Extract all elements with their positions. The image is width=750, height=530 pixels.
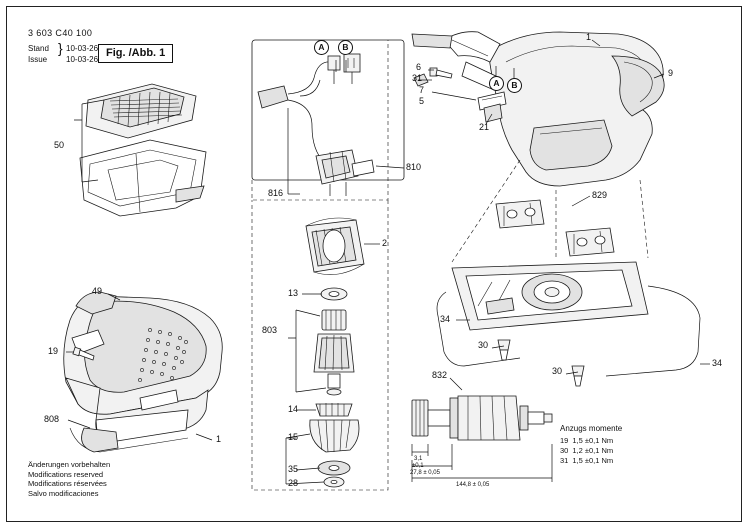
callout-5: 5 [419,96,425,106]
issue-label: Issue [28,55,48,64]
callout-19: 19 [48,346,59,356]
callout-21: 21 [479,122,490,132]
callout-31: 31 [412,73,423,83]
callout-15: 15 [288,432,299,442]
callout-49: 49 [92,286,103,296]
stand-label: Stand [28,44,49,53]
callout-50: 50 [54,140,65,150]
motor-housing-assembly [412,32,664,186]
callout-829: 829 [592,190,608,200]
marker-a-1: A [314,40,329,55]
torque-pos: 31 [560,456,569,465]
header-brace: } [58,40,63,56]
stand-date: 10-03-26 [66,44,99,53]
torque-value: 1,5 ±0,1 Nm [572,436,614,445]
torque-value: 1,2 ±0,1 Nm [572,446,614,455]
dimension-3-1: 3,1 [414,456,423,462]
callout-34-left: 34 [440,314,451,324]
marker-b-1: B [338,40,353,55]
torque-pos: 19 [560,436,569,445]
issue-date: 10-03-26 [66,55,99,64]
callout-816: 816 [268,188,284,198]
footer-line-es: Salvo modificaciones [28,488,99,498]
armature-assembly [310,288,359,487]
callout-9: 9 [668,68,674,78]
callout-14: 14 [288,404,299,414]
callout-28: 28 [288,478,299,488]
callout-832: 832 [432,370,448,380]
torque-table-title: Anzugs momente [560,424,623,433]
callout-808: 808 [44,414,60,424]
base-plate-assembly [437,200,700,386]
switch-cable-assembly [252,40,404,196]
footer-line-en: Modifications reserved [28,469,104,479]
dust-box-assembly [80,84,206,216]
callout-1-sander: 1 [216,434,222,444]
marker-a-2: A [489,76,504,91]
stator-field-part [306,218,364,275]
callout-2-stator: 2 [382,238,388,248]
callout-7: 7 [419,85,425,95]
footer-line-de: Änderungen vorbehalten [28,460,111,469]
dimension-27-8: 27,8 ± 0,05 [410,470,440,476]
dimension-144-8: 144,8 ± 0,05 [456,482,490,488]
callout-803: 803 [262,325,278,335]
figure-label: Fig. /Abb. 1 [98,44,173,63]
callout-13: 13 [288,288,299,298]
callout-6: 6 [416,62,422,72]
callout-1-housing: 1 [586,32,592,42]
torque-value: 1,5 ±0,1 Nm [572,456,614,465]
callout-810: 810 [406,162,422,172]
callout-30-left: 30 [478,340,489,350]
sander-complete-assembly [64,292,223,452]
part-number: 3 603 C40 100 [28,28,93,38]
callout-35: 35 [288,464,299,474]
footer-line-fr: Modifications réservées [28,479,107,489]
dimension-3-1-tol: ±0,1 [412,463,424,469]
marker-b-2: B [507,78,522,93]
torque-pos: 30 [560,446,569,455]
callout-34-right: 34 [712,358,723,368]
callout-30-right: 30 [552,366,563,376]
